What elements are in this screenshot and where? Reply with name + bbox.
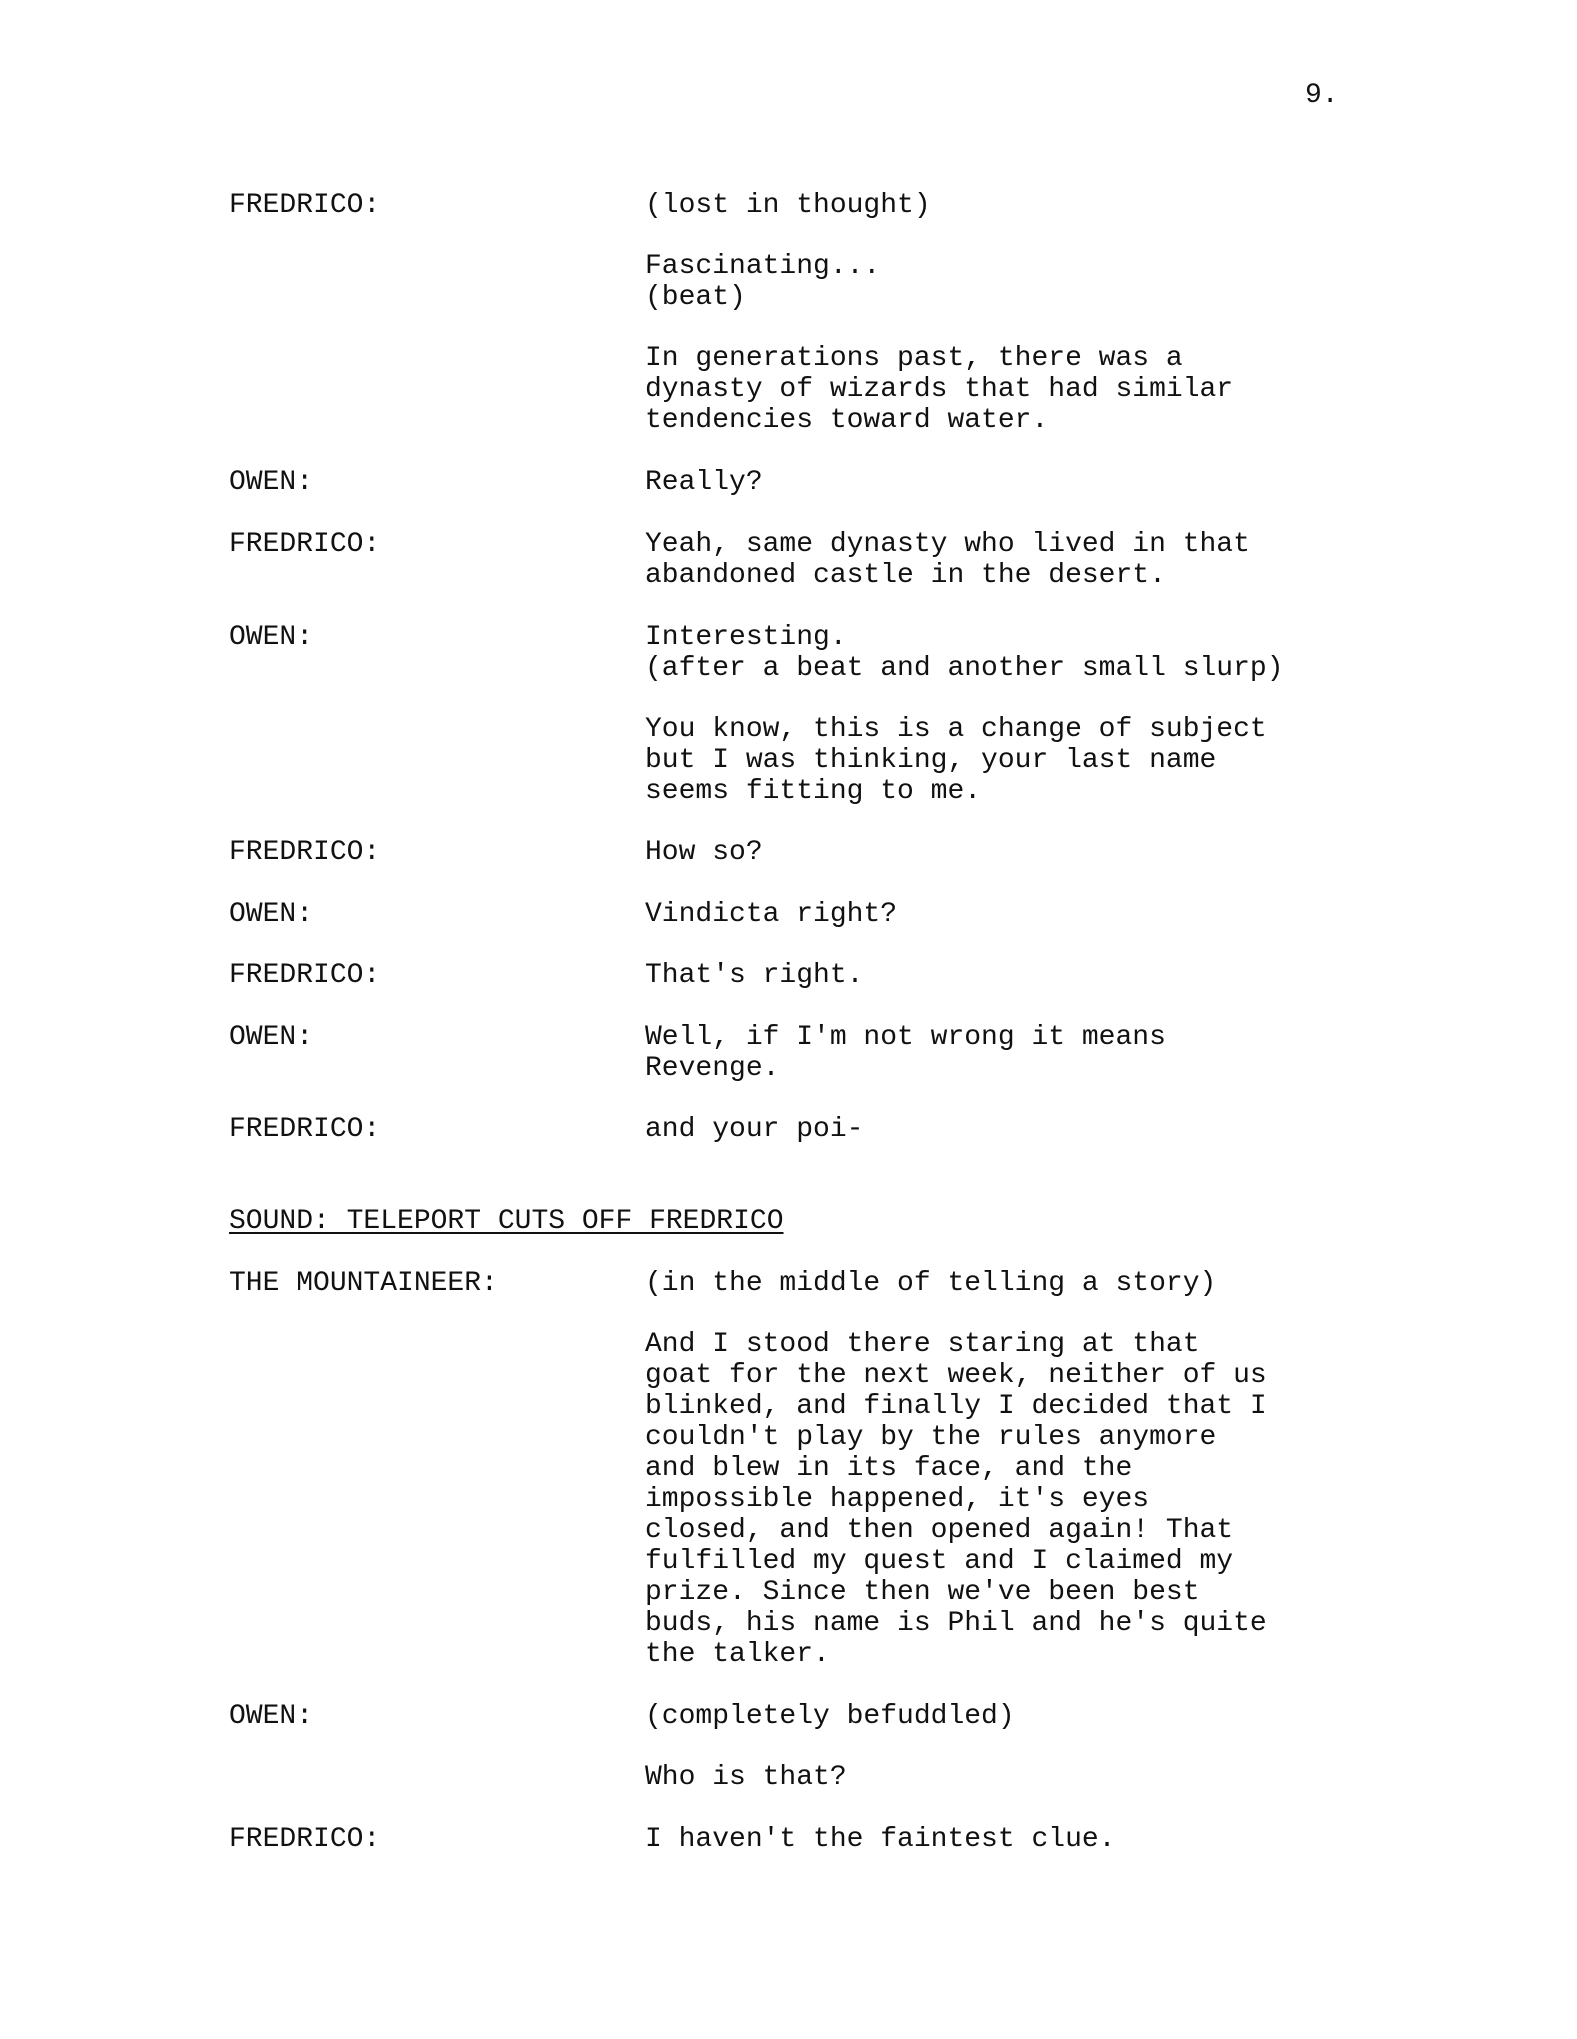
character-name: OWEN: [229, 622, 314, 653]
character-name: FREDRICO: [229, 190, 381, 221]
dialogue-line: abandoned castle in the desert. [645, 560, 1166, 591]
dialogue-line: Interesting. [645, 622, 847, 653]
dialogue-line: but I was thinking, your last name [645, 745, 1217, 776]
character-name: FREDRICO: [229, 529, 381, 560]
dialogue-line: blinked, and finally I decided that I [645, 1391, 1267, 1422]
dialogue-line: couldn't play by the rules anymore [645, 1422, 1217, 1453]
parenthetical: (beat) [645, 282, 746, 313]
dialogue-line: seems fitting to me. [645, 776, 982, 807]
dialogue-line: Really? [645, 467, 763, 498]
dialogue-line: tendencies toward water. [645, 405, 1049, 436]
page-number: 9. [1305, 80, 1339, 111]
character-name: OWEN: [229, 1022, 314, 1053]
dialogue-line: Yeah, same dynasty who lived in that [645, 529, 1250, 560]
dialogue-line: Vindicta right? [645, 899, 898, 930]
dialogue-line: How so? [645, 837, 763, 868]
parenthetical: (lost in thought) [645, 190, 931, 221]
character-name: FREDRICO: [229, 837, 381, 868]
parenthetical: (in the middle of telling a story) [645, 1268, 1217, 1299]
dialogue-line: buds, his name is Phil and he's quite [645, 1608, 1267, 1639]
dialogue-line: and blew in its face, and the [645, 1453, 1133, 1484]
character-name: THE MOUNTAINEER: [229, 1268, 498, 1299]
dialogue-line: prize. Since then we've been best [645, 1577, 1200, 1608]
character-name: FREDRICO: [229, 960, 381, 991]
dialogue-line: closed, and then opened again! That [645, 1515, 1234, 1546]
character-name: OWEN: [229, 899, 314, 930]
dialogue-line: I haven't the faintest clue. [645, 1824, 1116, 1855]
sound-cue: SOUND: TELEPORT CUTS OFF FREDRICO [229, 1206, 784, 1237]
dialogue-line: and your poi- [645, 1114, 864, 1145]
dialogue-line: the talker. [645, 1639, 830, 1670]
dialogue-line: In generations past, there was a [645, 343, 1183, 374]
character-name: OWEN: [229, 1701, 314, 1732]
parenthetical: (after a beat and another small slurp) [645, 653, 1284, 684]
dialogue-line: You know, this is a change of subject [645, 714, 1267, 745]
dialogue-line: Fascinating... [645, 251, 881, 282]
parenthetical: (completely befuddled) [645, 1701, 1015, 1732]
dialogue-line: impossible happened, it's eyes [645, 1484, 1150, 1515]
dialogue-line: goat for the next week, neither of us [645, 1360, 1267, 1391]
dialogue-line: Well, if I'm not wrong it means [645, 1022, 1166, 1053]
character-name: FREDRICO: [229, 1114, 381, 1145]
dialogue-line: dynasty of wizards that had similar [645, 374, 1234, 405]
character-name: OWEN: [229, 467, 314, 498]
dialogue-line: And I stood there staring at that [645, 1329, 1200, 1360]
dialogue-line: Who is that? [645, 1762, 847, 1793]
character-name: FREDRICO: [229, 1824, 381, 1855]
dialogue-line: Revenge. [645, 1053, 780, 1084]
dialogue-line: That's right. [645, 960, 864, 991]
dialogue-line: fulfilled my quest and I claimed my [645, 1546, 1234, 1577]
